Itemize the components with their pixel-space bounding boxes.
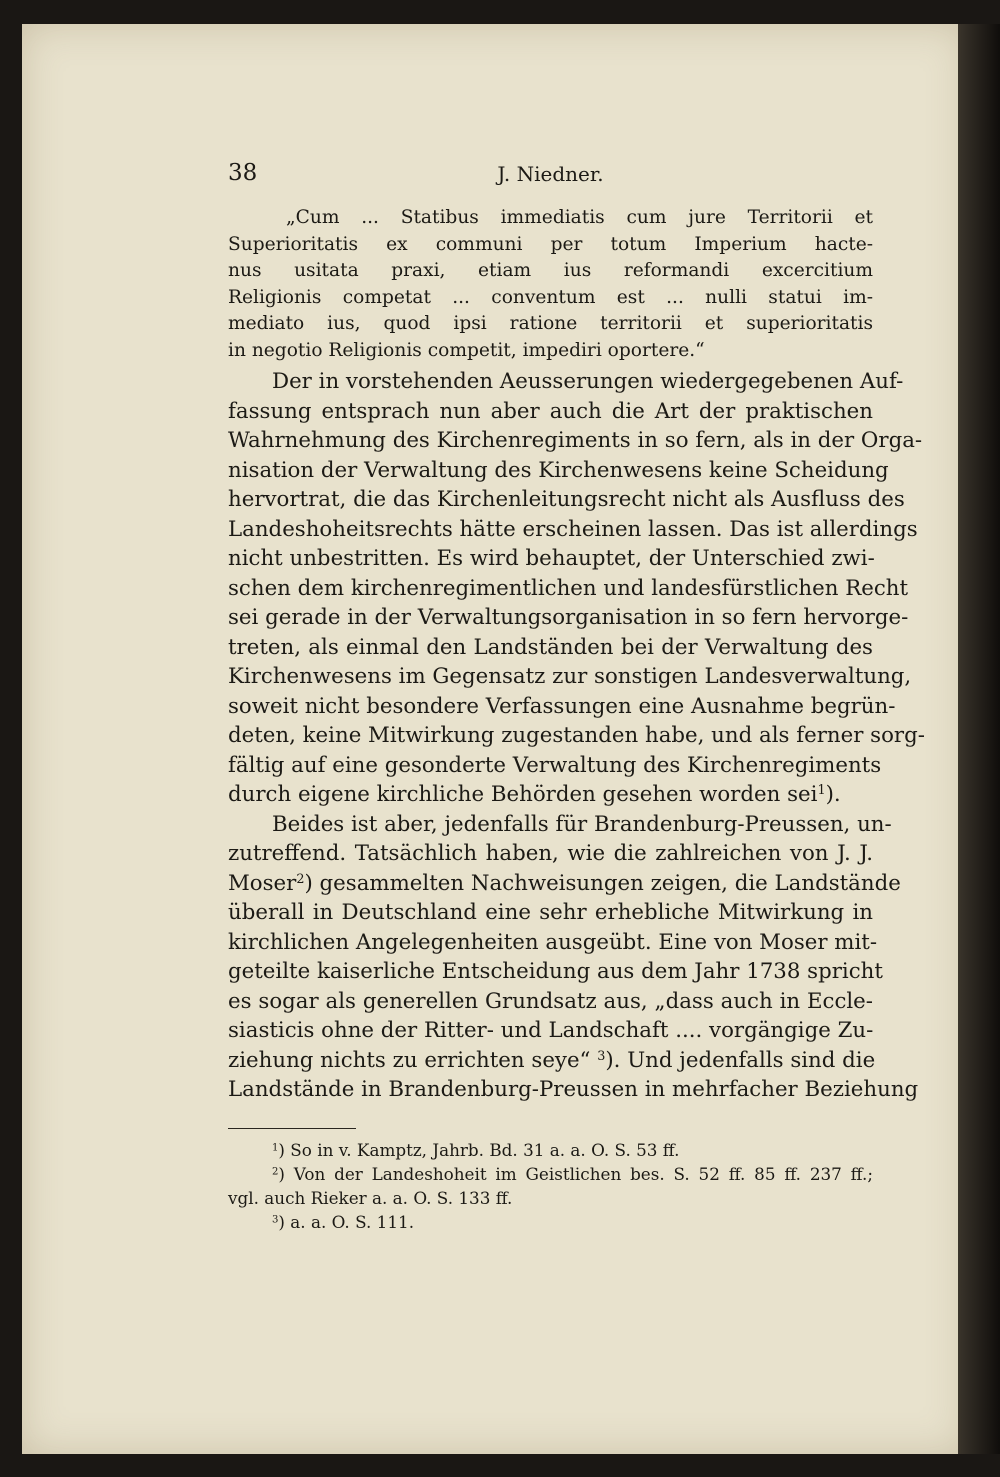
paragraph2-line: zutreffend. Tatsächlich haben, wie die zahlreichen von J. J. [228, 841, 873, 866]
paragraph2-line: Landstände in Brandenburg-Preussen in mehrfacher Beziehung [228, 1077, 919, 1102]
paragraph1-line: sei gerade in der Verwaltungsorganisation in so fern hervorge- [228, 605, 909, 630]
footnote-ref-3[interactable]: 3 [597, 1048, 606, 1064]
paragraph2-line: Beides ist aber, jedenfalls für Brandenburg-Preussen, un- [272, 811, 892, 837]
page-number: 38 [228, 160, 258, 186]
paragraph1-line: nisation der Verwaltung des Kirchenwesens keine Scheidung [228, 457, 889, 483]
paragraph2-line: siasticis ohne der Ritter- und Landschaft .... vorgängige Zu- [228, 1018, 874, 1043]
footnote-ref-1[interactable]: 1 [817, 782, 826, 798]
footnote-rule [228, 1128, 356, 1129]
paragraph1-line: fältig auf eine gesonderte Verwaltung des Kirchenregiments [228, 752, 882, 778]
quote-line: „Cum ... Statibus immediatis cum jure Territorii et [286, 207, 873, 228]
paragraph2-line-with-ref [228, 869, 901, 899]
paragraph2-line-text: Moser [228, 870, 297, 896]
footnote-1 [228, 1138, 873, 1162]
paragraph1-line-text: durch eigene kirchliche Behörden gesehen worden sei [228, 782, 818, 807]
paragraph2-line: es sogar als generellen Grundsatz aus, „dass auch in Eccle- [228, 988, 873, 1014]
paragraph1-line: soweit nicht besondere Verfassungen eine Ausnahme begrün- [228, 693, 896, 719]
paragraph1-line: treten, als einmal den Landständen bei der Verwaltung des [228, 634, 873, 660]
footnote-3-marker: 3 [272, 1214, 279, 1226]
paragraph2-line-text: ) gesammelten Nachweisungen zeigen, die Landstände [304, 870, 901, 896]
footnote-ref-2[interactable]: 2 [296, 871, 305, 887]
latin-quotation [228, 205, 873, 365]
paragraph1-line: fassung entsprach nun aber auch die Art der praktischen [228, 398, 873, 424]
footnote-3-text: ) a. a. O. S. 111. [278, 1212, 415, 1232]
footnote-1-text: ) So in v. Kamptz, Jahrb. Bd. 31 a. a. O. S. 53 ff. [278, 1140, 680, 1160]
quote-line: Religionis competat ... conventum est ... nulli statui im- [228, 286, 873, 308]
binding-shadow [958, 24, 1000, 1454]
quote-line: in negotio Religionis competit, impediri oportere.“ [228, 339, 705, 361]
footnote-2-marker: 2 [272, 1166, 279, 1178]
footnote-1-marker: 1 [272, 1142, 279, 1154]
paragraph1-line: Der in vorstehenden Aeusserungen wiedergegebenen Auf- [272, 369, 904, 394]
quote-line: mediato ius, quod ipsi ratione territorii et superioritatis [228, 313, 873, 335]
paragraph1-last-line [228, 780, 873, 810]
footnote-2-text: ) Von der Landeshoheit im Geistlichen bes. S. 52 ff. 85 ff. 237 ff.; [278, 1164, 873, 1184]
paragraph1-line: Landeshoheitsrechts hätte erscheinen lassen. Das ist allerdings [228, 516, 918, 542]
paragraph1-line: nicht unbestritten. Es wird behauptet, der Unterschied zwi- [228, 546, 875, 571]
paragraph1-line: deten, keine Mitwirkung zugestanden habe, und als ferner sorg- [228, 723, 925, 748]
quote-line: nus usitata praxi, etiam ius reformandi excercitium [228, 260, 873, 282]
footnote-2 [228, 1162, 873, 1186]
footnote-2-continuation: vgl. auch Rieker a. a. O. S. 133 ff. [228, 1188, 513, 1208]
footnotes [228, 1138, 873, 1234]
paragraph2-line-with-ref [228, 1046, 876, 1076]
footnote-3 [228, 1210, 873, 1234]
paragraph2-line-text: ). Und jedenfalls sind die [605, 1047, 876, 1073]
quote-line: Superioritatis ex communi per totum Imperium hacte- [228, 233, 873, 255]
running-head: J. Niedner. [497, 162, 604, 186]
paragraph1-line-tail: ). [825, 782, 841, 807]
paragraph1-line: Wahrnehmung des Kirchenregiments in so fern, als in der Orga- [228, 428, 923, 453]
body-text [228, 367, 925, 1105]
paragraph2-line: geteilte kaiserliche Entscheidung aus dem Jahr 1738 spricht [228, 959, 883, 984]
paragraph2-line-text: ziehung nichts zu errichten seye“ [228, 1047, 598, 1073]
paragraph1-line: Kirchenwesens im Gegensatz zur sonstigen Landesverwaltung, [228, 664, 912, 689]
paragraph1-line: schen dem kirchenregimentlichen und landesfürstlichen Recht [228, 575, 909, 601]
paragraph2-line: kirchlichen Angelegenheiten ausgeübt. Eine von Moser mit- [228, 929, 878, 955]
paragraph2-line: überall in Deutschland eine sehr erhebliche Mitwirkung in [228, 900, 873, 925]
page-header [228, 160, 873, 190]
paragraph1-line: hervortrat, die das Kirchenleitungsrecht nicht als Ausfluss des [228, 487, 905, 512]
